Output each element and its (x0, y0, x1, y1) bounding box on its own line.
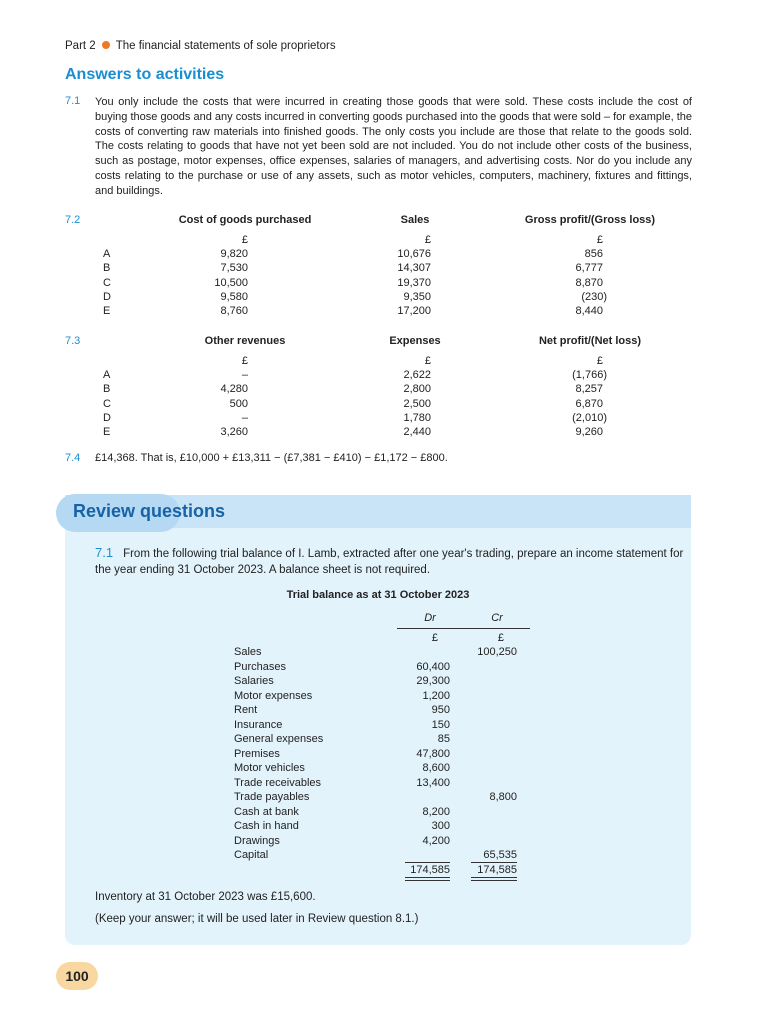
dr-amount: 300 (431, 820, 450, 832)
table-cell: 8,257 (575, 383, 603, 396)
dr-amount: 4,200 (422, 834, 450, 847)
account-name: Drawings (234, 834, 280, 847)
dr-amount: 85 (437, 733, 450, 745)
account-name: Insurance (234, 718, 283, 731)
chapter-title: The financial statements of sole proprietors (115, 40, 336, 52)
row-label: D (103, 290, 111, 303)
question-number: 7.1 (95, 545, 114, 560)
account-name: General expenses (234, 733, 324, 745)
page-number: 100 (56, 962, 98, 990)
dr-unit: £ (431, 632, 438, 644)
cr-total: 174,585 (477, 864, 517, 876)
row-label: B (103, 262, 111, 275)
column-header: Cost of goods purchased (178, 214, 312, 226)
column-header: Expenses (389, 335, 441, 347)
dr-header: Dr (424, 612, 436, 624)
dr-amount: 60,400 (416, 660, 450, 673)
dr-amount: 1,200 (422, 689, 450, 702)
table-cell: 8,870 (575, 276, 603, 289)
answer-7-1-number: 7.1 (65, 95, 81, 107)
answer-7-1-text: You only include the costs that were incurred in creating those goods that were sold. These costs include the cost of buying those goods and any costs incurred in converting goods purchased into the goods that were sold – for example, the costs of converting raw materials into finished goods. The only costs you include are those that relate to the goods sold. The costs relating to goods that have not yet been sold are not included. You do not include other costs of the business, such as postage, motor expenses, office expenses, salaries of managers, and advertising costs. Nor do you include any costs relating to the purchase or use of any assets, such as motor vehicles, computers, machinery, fixtures and fittings, and buildings. (95, 96, 692, 197)
dr-amount: 13,400 (416, 776, 450, 789)
row-label: E (103, 426, 111, 439)
table-cell: 8,760 (220, 305, 248, 318)
dr-amount: 47,800 (416, 747, 450, 760)
table-cell: – (241, 369, 248, 381)
table-cell: 1,780 (403, 411, 431, 424)
table-cell: 10,676 (397, 248, 431, 260)
unit-label: £ (241, 355, 248, 367)
table-cell: 2,800 (403, 383, 431, 396)
row-label: A (103, 369, 111, 381)
unit-label: £ (424, 355, 431, 367)
row-label: C (103, 276, 111, 289)
table-cell: – (241, 411, 248, 424)
table-cell: 6,777 (575, 262, 603, 275)
table-cell: 10,500 (214, 276, 248, 289)
account-name: Rent (234, 704, 258, 716)
table-cell: 2,500 (403, 397, 431, 410)
table-cell: 19,370 (397, 276, 431, 289)
cr-amount: 8,800 (489, 791, 517, 803)
trial-balance-title: Trial balance as at 31 October 2023 (286, 589, 470, 601)
row-label: D (103, 411, 111, 424)
keep-answer-note: (Keep your answer; it will be used later in Review question 8.1.) (95, 913, 419, 925)
answer-7-4-number: 7.4 (65, 452, 81, 464)
header-rule (397, 628, 530, 629)
row-label: E (103, 305, 111, 318)
bullet-dot-icon (102, 41, 110, 49)
answer-7-4-text: £14,368. That is, £10,000 + £13,311 − (£7,381 − £410) − £1,172 − £800. (95, 452, 448, 464)
table-cell: 3,260 (220, 426, 248, 439)
cr-amount: 65,535 (483, 849, 517, 861)
running-header (65, 40, 336, 52)
review-question-7-1 (95, 545, 685, 578)
answers-heading: Answers to activities (65, 66, 225, 83)
table-cell: 9,260 (575, 426, 603, 439)
unit-label: £ (241, 234, 248, 246)
part-label: Part 2 (65, 40, 96, 52)
column-header: Gross profit/(Gross loss) (524, 214, 656, 226)
question-text: From the following trial balance of I. Lamb, extracted after one year's trading, prepare an income statement for the year ending 31 October 2023. A balance sheet is not required. (95, 548, 684, 576)
section-number: 7.2 (65, 214, 81, 226)
column-header: Net profit/(Net loss) (538, 335, 642, 347)
table-cell: 8,440 (575, 305, 603, 318)
dr-double-rule (405, 877, 450, 881)
table-cell: 17,200 (397, 305, 431, 318)
table-cell: 2,440 (403, 426, 431, 439)
account-name: Motor expenses (234, 689, 313, 702)
account-name: Cash at bank (234, 805, 299, 818)
table-cell: 9,820 (220, 248, 248, 260)
account-name: Motor vehicles (234, 762, 305, 774)
row-label: C (103, 397, 111, 410)
section-number: 7.3 (65, 335, 81, 347)
table-cell: 14,307 (397, 262, 431, 275)
table-cell: (1,766) (572, 369, 607, 381)
dr-total: 174,585 (410, 864, 450, 876)
account-name: Purchases (234, 660, 286, 673)
column-header: Other revenues (204, 335, 286, 347)
account-name: Sales (234, 646, 262, 658)
account-name: Trade payables (234, 791, 310, 803)
dr-amount: 8,200 (422, 805, 450, 818)
unit-label: £ (424, 234, 431, 246)
dr-amount: 150 (431, 718, 450, 731)
cr-header: Cr (491, 612, 503, 624)
cr-amount: 100,250 (477, 646, 517, 658)
table-cell: 9,580 (220, 290, 248, 303)
unit-label: £ (596, 234, 603, 246)
table-cell: 7,530 (220, 262, 248, 275)
table-cell: (2,010) (572, 411, 607, 424)
dr-amount: 29,300 (416, 675, 450, 687)
table-cell: 9,350 (403, 290, 431, 303)
cr-double-rule (471, 877, 517, 881)
account-name: Capital (234, 849, 269, 861)
unit-label: £ (596, 355, 603, 367)
account-name: Premises (234, 747, 280, 760)
cr-unit: £ (497, 632, 504, 644)
inventory-note: Inventory at 31 October 2023 was £15,600. (95, 891, 316, 903)
account-name: Cash in hand (234, 820, 299, 832)
table-cell: 2,622 (403, 369, 431, 381)
dr-amount: 950 (431, 704, 450, 716)
table-cell: 6,870 (575, 397, 603, 410)
dr-amount: 8,600 (422, 762, 450, 774)
account-name: Salaries (234, 675, 274, 687)
table-cell: 4,280 (220, 383, 248, 396)
account-name: Trade receivables (234, 776, 322, 789)
row-label: A (103, 248, 111, 260)
row-label: B (103, 383, 111, 396)
column-header: Sales (400, 214, 430, 226)
table-cell: (230) (581, 290, 607, 303)
table-cell: 500 (229, 397, 248, 410)
table-cell: 856 (584, 248, 603, 260)
review-heading: Review questions (73, 501, 226, 521)
